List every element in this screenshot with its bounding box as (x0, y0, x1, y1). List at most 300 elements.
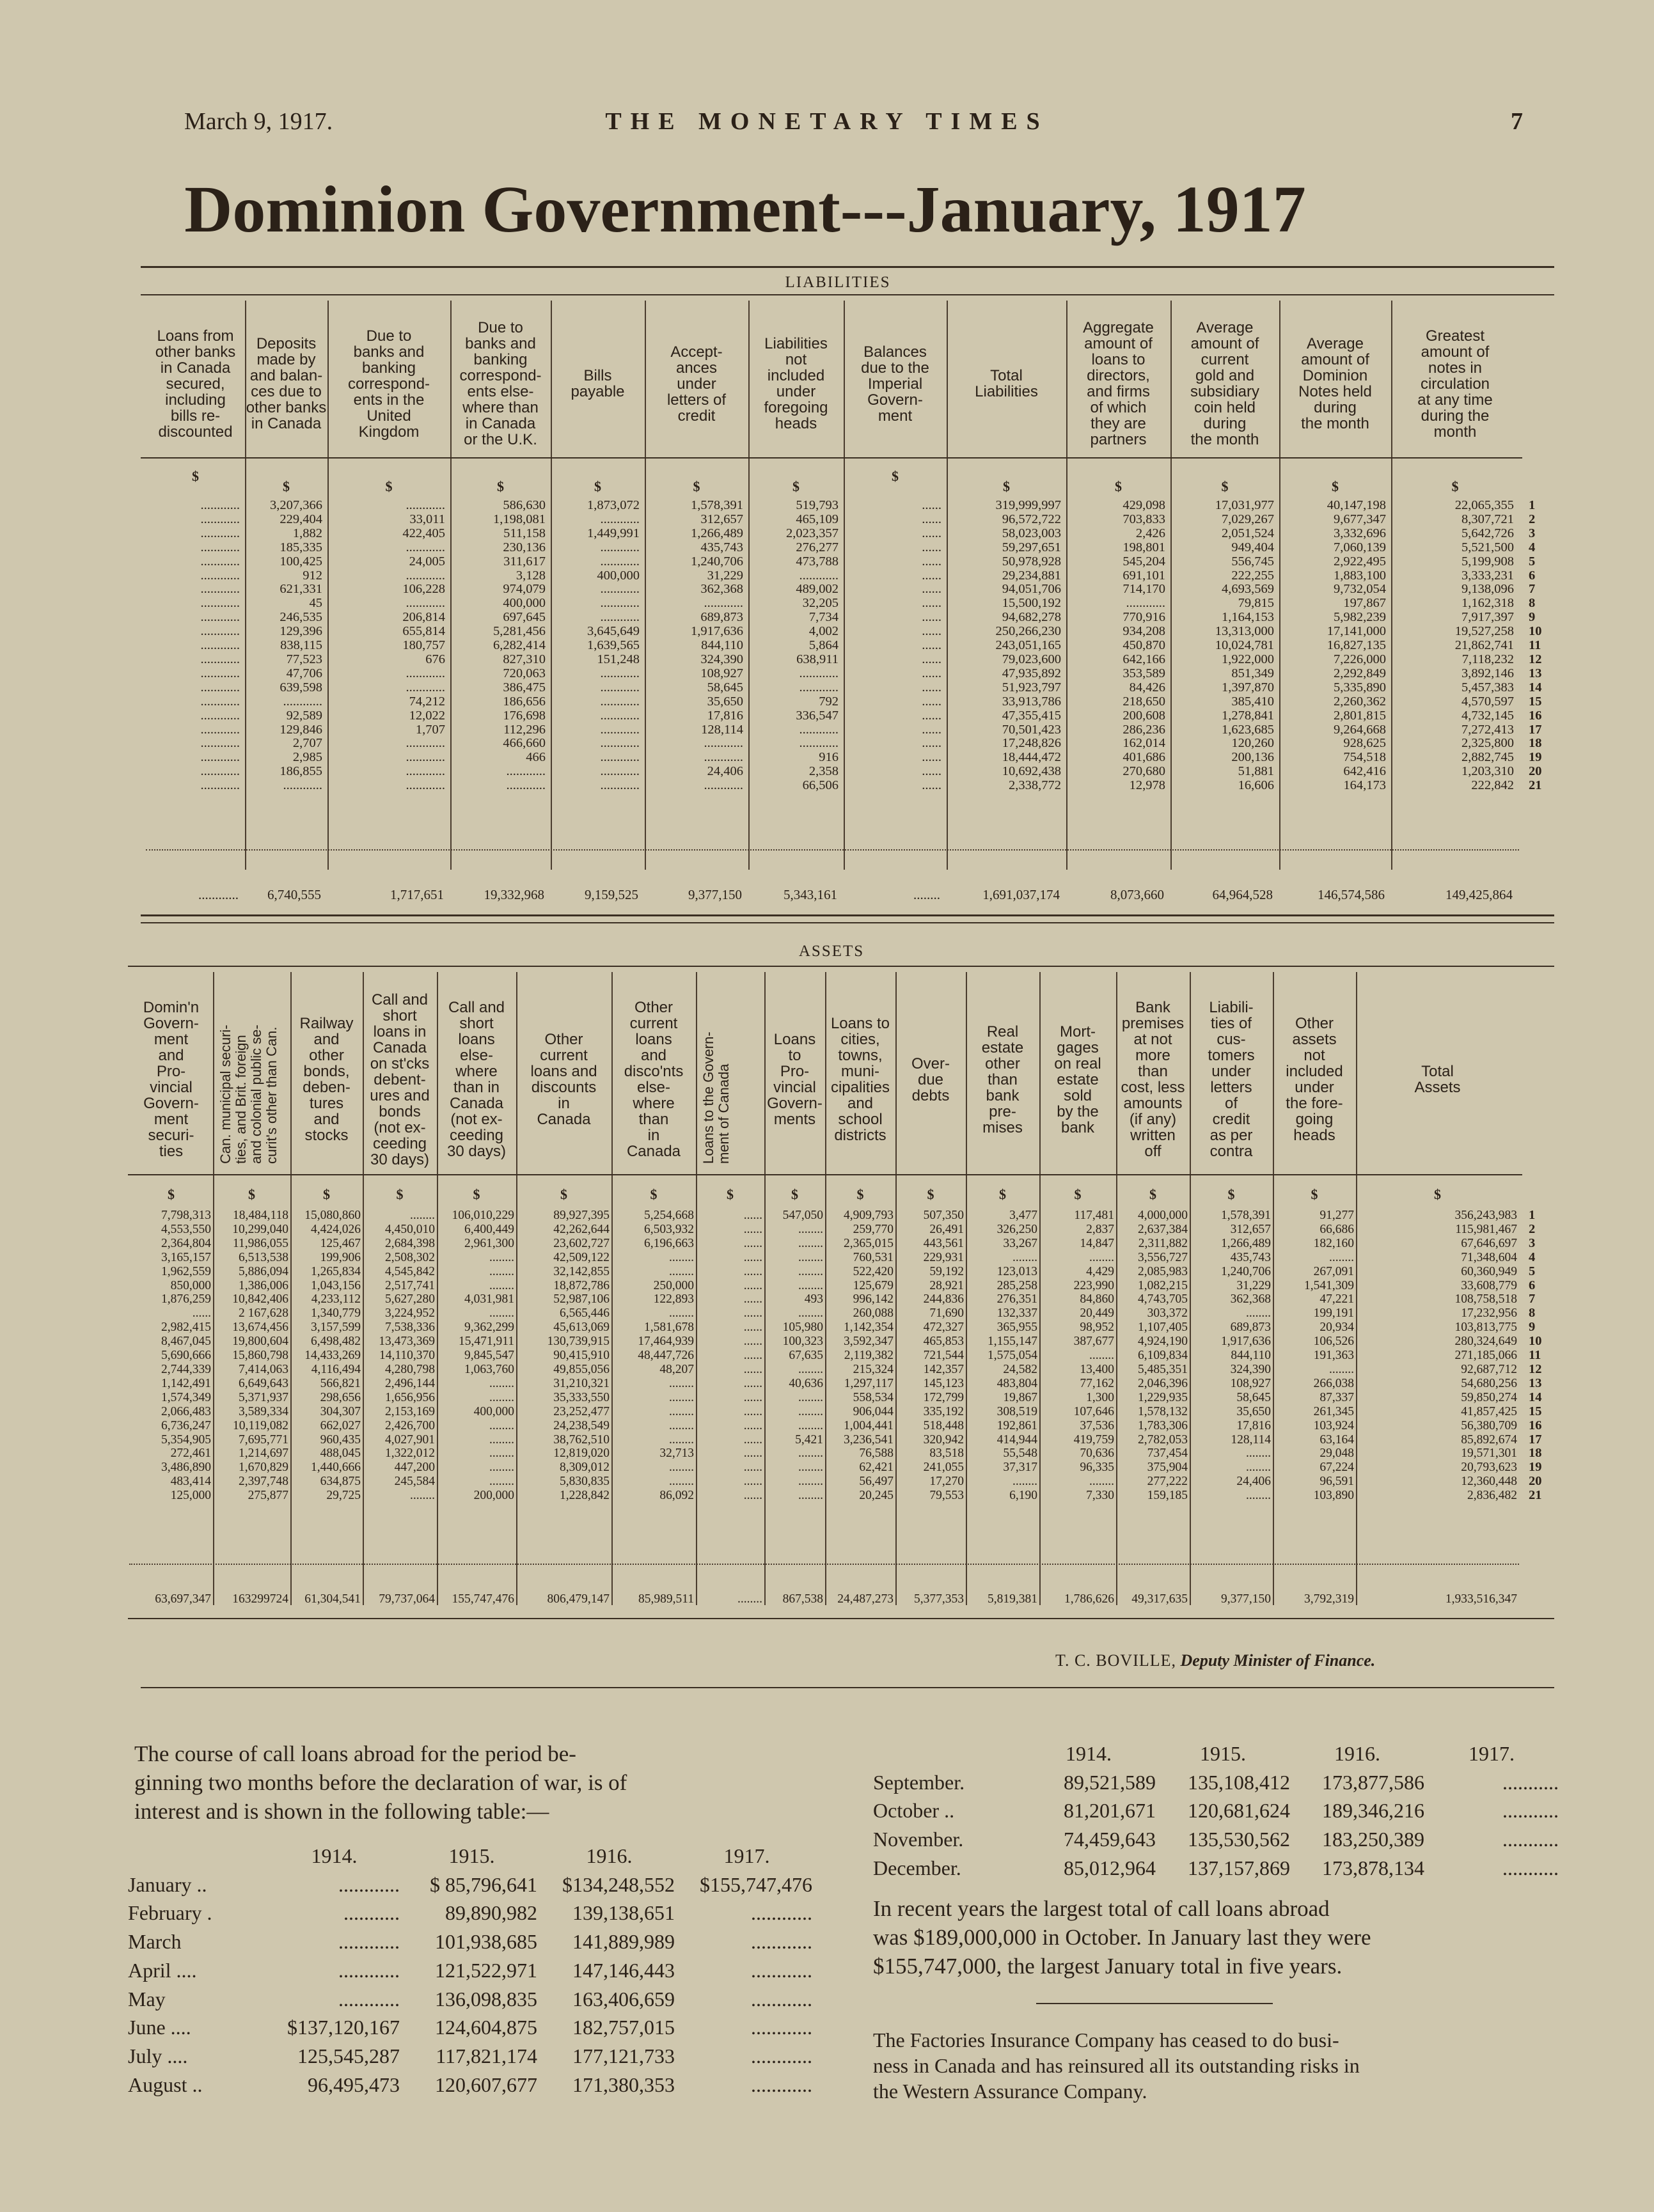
table-cell: ............ (506, 778, 546, 793)
table-cell: 94,682,278 (1002, 610, 1061, 625)
table-cell: 261,345 (1313, 1404, 1354, 1418)
month-label: August .. (128, 2073, 203, 2096)
column-header: Greatest amount of notes in circulation at any time during the month (1417, 327, 1493, 441)
data-column (1118, 1209, 1188, 1503)
table-cell: 103,813,775 (1454, 1321, 1517, 1335)
table-cell: 714,170 (1122, 582, 1165, 597)
table-cell: 4,424,026 (311, 1222, 361, 1236)
table-cell: 145,123 (923, 1376, 964, 1390)
table-cell: 400,000 (503, 596, 546, 611)
table-cell: 108,927 (1230, 1376, 1271, 1390)
table-cell: 10,299,040 (232, 1222, 288, 1236)
table-cell: 303,372 (1147, 1306, 1188, 1321)
table-cell: 141,889,989 (572, 1930, 675, 1954)
table-cell: ............ (751, 1987, 812, 2011)
table-cell: 720,063 (503, 666, 546, 680)
table-cell: 63,164 (1319, 1432, 1354, 1447)
table-cell: 90,415,910 (553, 1349, 610, 1363)
table-cell: 18,872,786 (553, 1278, 610, 1292)
column-header: Bank premises at not more than cost, less amounts (if any) written off (1121, 999, 1185, 1160)
table-cell: 7,226,000 (1334, 652, 1386, 666)
table-cell: 17,248,826 (1002, 736, 1061, 751)
data-column (698, 1209, 762, 1503)
table-cell: 3,592,347 (844, 1335, 894, 1349)
table-cell: 545,204 (1122, 554, 1165, 569)
table-cell: ........ (669, 1264, 694, 1278)
table-cell: 189,346,216 (1322, 1799, 1424, 1823)
table-cell: ........ (669, 1432, 694, 1447)
table-cell: 33,267 (1003, 1236, 1037, 1250)
table-cell: 92,589 (286, 708, 322, 723)
table-cell: 4,553,550 (161, 1222, 211, 1236)
table-cell: 47,355,415 (1002, 708, 1061, 723)
table-cell: ........ (1089, 1475, 1114, 1489)
table-cell: 466,660 (503, 736, 546, 751)
data-column (331, 499, 445, 793)
table-cell: ............ (600, 722, 640, 737)
table-cell: 312,657 (1230, 1222, 1271, 1236)
table-cell: 5,830,835 (560, 1475, 610, 1489)
table-cell: ............ (600, 764, 640, 779)
table-cell: 182,757,015 (572, 2016, 675, 2039)
dollar-sign: $ (192, 468, 199, 484)
table-cell: 246,535 (280, 610, 322, 625)
column-header: Average amount of Dominion Notes held during the month (1298, 335, 1372, 432)
table-cell: ...... (743, 1250, 762, 1264)
total-cell: ............ (198, 887, 239, 902)
table-cell: ............ (704, 778, 743, 793)
table-cell: 2,707 (292, 736, 322, 751)
table-row (128, 1871, 815, 1899)
table-cell: ...... (743, 1432, 762, 1447)
table-cell: 100,323 (782, 1335, 823, 1349)
total-separator (146, 849, 1519, 851)
table-cell: 489,002 (796, 582, 839, 597)
table-cell: 1,707 (415, 722, 445, 737)
row-number: 18 (1529, 1446, 1542, 1461)
table-cell: ............ (406, 540, 445, 554)
table-cell: ............ (600, 750, 640, 765)
table-cell: 689,873 (700, 610, 743, 625)
month-label: December. (873, 1856, 961, 1879)
table-cell: 40,636 (789, 1376, 823, 1390)
table-row (128, 1985, 815, 2014)
table-cell: 176,698 (503, 708, 546, 723)
table-cell: 56,380,709 (1461, 1418, 1517, 1432)
data-column (1395, 499, 1514, 793)
table-cell: 353,589 (1122, 666, 1165, 680)
table-cell: 3,556,727 (1138, 1250, 1188, 1264)
column-header: Real estate other than bank pre- mises (981, 1023, 1024, 1136)
table-cell: ............ (283, 778, 322, 793)
table-cell: 356,243,983 (1454, 1209, 1517, 1222)
table-cell: 375,904 (1147, 1461, 1188, 1475)
table-cell: 1,917,636 (1221, 1335, 1271, 1349)
table-cell: 1,214,697 (239, 1447, 288, 1461)
table-cell: 2,882,745 (1461, 750, 1514, 765)
table-cell: ............ (600, 610, 640, 625)
table-cell: 13,674,456 (232, 1321, 288, 1335)
table-cell: ............ (406, 666, 445, 680)
table-cell: ........... (1502, 1799, 1559, 1823)
row-number: 6 (1529, 568, 1536, 583)
table-cell: 17,270 (929, 1475, 964, 1489)
divider (141, 294, 1554, 295)
table-cell: ...... (922, 666, 941, 680)
row-number: 18 (1529, 736, 1542, 751)
table-cell: ...... (743, 1489, 762, 1503)
table-cell: 7,330 (1086, 1489, 1114, 1503)
table-cell: ........ (1246, 1447, 1271, 1461)
table-cell: ............ (799, 666, 839, 680)
table-cell: 108,927 (700, 666, 743, 680)
table-cell: ........ (798, 1236, 823, 1250)
table-cell: ........ (669, 1475, 694, 1489)
year-header: 1915. (1200, 1742, 1246, 1765)
table-row (128, 1956, 815, 1985)
table-cell: 222,842 (1471, 778, 1514, 793)
table-cell: 639,598 (280, 680, 322, 694)
column-header: Mort- gages on real estate sold by the bank (1054, 1023, 1101, 1136)
table-cell: 362,368 (700, 582, 743, 597)
table-cell: 89,927,395 (553, 1209, 610, 1222)
table-cell: 107,646 (1073, 1404, 1114, 1418)
table-cell: 4,909,793 (844, 1209, 894, 1222)
table-cell: 123,013 (996, 1264, 1037, 1278)
table-cell: 79,815 (1238, 596, 1274, 611)
table-cell: 518,448 (923, 1418, 964, 1432)
table-cell: 6,109,834 (1138, 1349, 1188, 1363)
table-cell: 1,266,489 (691, 526, 743, 540)
data-column (1192, 1209, 1271, 1503)
table-cell: 83,518 (929, 1447, 964, 1461)
table-cell: 4,233,112 (311, 1292, 361, 1306)
table-cell: 3,128 (516, 568, 546, 583)
total-cell: 5,819,381 (988, 1592, 1037, 1606)
data-column (847, 499, 941, 793)
table-cell: 285,258 (996, 1278, 1037, 1292)
table-cell: 851,349 (1231, 666, 1274, 680)
table-cell: 414,944 (996, 1432, 1037, 1447)
table-cell: 1,297,117 (844, 1376, 894, 1390)
table-cell: ............ (406, 680, 445, 694)
row-number: 2 (1529, 512, 1536, 526)
table-cell: ............ (283, 694, 322, 709)
table-cell: 12,022 (409, 708, 445, 723)
table-row (128, 2042, 815, 2071)
table-cell: 4,429 (1086, 1264, 1114, 1278)
table-cell: 1,578,132 (1138, 1404, 1188, 1418)
signature-name: T. C. BOVILLE, (1055, 1651, 1176, 1670)
table-cell: 2,153,169 (385, 1404, 435, 1418)
table-cell: ...... (922, 582, 941, 597)
table-cell: 5,642,726 (1461, 526, 1514, 540)
table-cell: 38,762,510 (553, 1432, 610, 1447)
table-cell: 132,337 (996, 1306, 1037, 1321)
table-cell: 40,147,198 (1327, 498, 1386, 512)
table-cell: 1,449,991 (587, 526, 640, 540)
row-number: 4 (1529, 540, 1536, 554)
table-cell: 1,142,491 (161, 1376, 211, 1390)
total-cell: 9,377,150 (1221, 1592, 1271, 1606)
table-cell: 7,414,063 (239, 1362, 288, 1376)
table-cell: 24,406 (1236, 1475, 1271, 1489)
data-column (766, 1209, 823, 1503)
column-rule (696, 972, 697, 1605)
table-cell: 15,471,911 (458, 1335, 514, 1349)
table-cell: ............ (751, 2044, 812, 2067)
table-cell: 2,364,804 (161, 1236, 211, 1250)
table-cell: 276,351 (996, 1292, 1037, 1306)
data-column (752, 499, 839, 793)
table-cell: ...... (922, 652, 941, 666)
table-cell: 2,801,815 (1334, 708, 1386, 723)
table-cell: ...... (922, 554, 941, 569)
table-cell: 906,044 (853, 1404, 894, 1418)
table-cell: ........ (1329, 1362, 1354, 1376)
column-header: Railway and other bonds, deben- tures and stocks (299, 1015, 354, 1144)
table-cell: 1,574,349 (161, 1390, 211, 1404)
table-cell: 17,816 (1236, 1418, 1271, 1432)
table-cell: 4,743,705 (1138, 1292, 1188, 1306)
table-cell: ........ (669, 1404, 694, 1418)
table-cell: ............ (600, 778, 640, 793)
table-cell: 385,410 (1231, 694, 1274, 709)
table-cell: 324,390 (700, 652, 743, 666)
table-cell: 32,205 (802, 596, 839, 611)
table-cell: 222,255 (1231, 568, 1274, 583)
table-cell: 5,281,456 (493, 624, 546, 639)
table-cell: 120,681,624 (1188, 1799, 1290, 1823)
table-cell: ...... (743, 1447, 762, 1461)
row-number: 1 (1529, 498, 1536, 512)
table-cell: 108,758,518 (1454, 1292, 1517, 1306)
table-cell: 4,116,494 (311, 1362, 361, 1376)
table-cell: 483,414 (170, 1475, 211, 1489)
total-cell: 79,737,064 (379, 1592, 435, 1606)
table-cell: 74,459,643 (1064, 1828, 1156, 1851)
column-header: Domin'n Govern- ment and Pro- vincial Govern- ment securi- ties (143, 999, 200, 1160)
table-cell: 31,210,321 (553, 1376, 610, 1390)
table-cell: 199,906 (320, 1250, 361, 1264)
table-cell: 9,677,347 (1334, 512, 1386, 526)
table-cell: 511,158 (503, 526, 546, 540)
row-number: 19 (1529, 750, 1542, 765)
table-cell: 125,000 (170, 1489, 211, 1503)
table-cell: 135,530,562 (1188, 1828, 1290, 1851)
table-cell: 2,922,495 (1334, 554, 1386, 569)
table-cell: 691,101 (1122, 568, 1165, 583)
table-cell: 180,757 (402, 638, 445, 653)
table-cell: 1,164,153 (1222, 610, 1274, 625)
table-cell: 676 (425, 652, 445, 666)
table-cell: 250,000 (653, 1278, 694, 1292)
table-cell: 6,282,414 (493, 638, 546, 653)
table-cell: 70,501,423 (1002, 722, 1061, 737)
table-cell: 142,357 (923, 1362, 964, 1376)
table-cell: 311,617 (503, 554, 546, 569)
table-cell: $155,747,476 (700, 1872, 812, 1896)
table-cell: ............ (600, 680, 640, 694)
table-cell: 35,650 (1236, 1404, 1271, 1418)
month-label: June .... (128, 2016, 191, 2039)
table-cell: ............ (200, 610, 240, 625)
table-cell: ............ (200, 624, 240, 639)
table-cell: 84,426 (1129, 680, 1165, 694)
dollar-sign: $ (1115, 478, 1122, 494)
row-number: 6 (1529, 1278, 1536, 1292)
table-cell: ............ (200, 764, 240, 779)
divider (141, 922, 1554, 923)
table-cell: 3,589,334 (239, 1404, 288, 1418)
table-cell: 308,519 (996, 1404, 1037, 1418)
row-number: 3 (1529, 1235, 1536, 1250)
table-cell: 58,645 (707, 680, 743, 694)
table-cell: ...... (922, 778, 941, 793)
row-number: 14 (1529, 1390, 1542, 1404)
data-column (1283, 499, 1386, 793)
table-cell: 2,051,524 (1222, 526, 1274, 540)
table-cell: 6,736,247 (161, 1418, 211, 1432)
table-cell: 13,473,369 (379, 1335, 435, 1349)
table-cell: ...... (743, 1349, 762, 1363)
dollar-sign: $ (594, 478, 601, 494)
data-column (950, 499, 1061, 793)
total-cell: ........ (737, 1592, 762, 1606)
table-cell: 96,572,722 (1002, 512, 1061, 526)
table-cell: 1,155,147 (988, 1335, 1037, 1349)
table-cell: 270,680 (1122, 764, 1165, 779)
data-column (827, 1209, 894, 1503)
table-cell: 4,924,190 (1138, 1335, 1188, 1349)
total-cell: 85,989,511 (638, 1592, 694, 1606)
table-cell: 106,526 (1313, 1335, 1354, 1349)
table-cell: 326,250 (996, 1222, 1037, 1236)
column-header: Due to banks and banking correspond- ents in the United Kingdom (347, 327, 430, 441)
table-cell: ........ (489, 1432, 514, 1447)
table-cell: 298,656 (320, 1390, 361, 1404)
table-cell: 703,833 (1122, 512, 1165, 526)
column-header: Balances due to the Imperial Govern- ment (861, 343, 929, 425)
table-cell: 49,855,056 (553, 1362, 610, 1376)
table-cell: 621,331 (280, 582, 322, 597)
row-number: 15 (1529, 694, 1542, 709)
row-number: 21 (1529, 1488, 1542, 1503)
table-cell: 3,207,366 (270, 498, 322, 512)
row-number: 12 (1529, 652, 1542, 666)
table-cell: 266,038 (1313, 1376, 1354, 1390)
table-cell: 324,390 (1230, 1362, 1271, 1376)
row-number: 12 (1529, 1361, 1542, 1376)
column-header: Other assets not included under the fore- going heads (1286, 1015, 1343, 1144)
table-cell: 844,110 (1231, 1349, 1271, 1363)
table-cell: 2,637,384 (1138, 1222, 1188, 1236)
table-cell: ............ (751, 2073, 812, 2096)
table-cell: 443,561 (923, 1236, 964, 1250)
table-cell: 1,397,870 (1222, 680, 1274, 694)
column-header: Liabilities not included under foregoing heads (764, 335, 828, 432)
table-cell: 419,759 (1073, 1432, 1114, 1447)
table-cell: 1,882 (292, 526, 322, 540)
table-cell: ...... (743, 1321, 762, 1335)
table-cell: 37,536 (1080, 1418, 1114, 1432)
table-cell: 120,260 (1231, 736, 1274, 751)
table-cell: 2,508,302 (385, 1250, 435, 1264)
table-cell: ............ (200, 778, 240, 793)
table-cell: 277,222 (1147, 1475, 1188, 1489)
table-cell: 200,136 (1231, 750, 1274, 765)
table-cell: 76,588 (859, 1447, 894, 1461)
table-cell: 58,023,003 (1002, 526, 1061, 540)
table-cell: ........ (798, 1222, 823, 1236)
table-cell: ...... (743, 1335, 762, 1349)
dollar-sign: $ (999, 1186, 1006, 1202)
table-cell: 319,999,997 (995, 498, 1061, 512)
table-cell: 6,498,482 (311, 1335, 361, 1349)
table-cell: 4,027,901 (385, 1432, 435, 1447)
table-cell: 117,821,174 (436, 2044, 537, 2067)
table-cell: 1,670,829 (239, 1461, 288, 1475)
year-header: 1917. (1469, 1742, 1515, 1765)
table-cell: ...... (922, 736, 941, 751)
table-cell: 2,066,483 (161, 1404, 211, 1418)
column-header: Can. municipal securi- ties, and Brit. foreign and colonial public se- curit's other than Can. (217, 1024, 280, 1164)
table-cell: 164,173 (1343, 778, 1386, 793)
dollar-sign: $ (1221, 478, 1229, 494)
table-cell: 429,098 (1122, 498, 1165, 512)
table-cell: 20,449 (1080, 1306, 1114, 1321)
table-cell: 5,371,937 (239, 1390, 288, 1404)
table-cell: 3,236,541 (844, 1432, 894, 1447)
column-header: Loans from other banks in Canada secured, including bills re- discounted (155, 327, 236, 441)
table-cell: 1,783,306 (1138, 1418, 1188, 1432)
table-cell: ........ (798, 1447, 823, 1461)
table-cell: 17,141,000 (1327, 624, 1386, 639)
table-cell: 37,317 (1003, 1461, 1037, 1475)
divider (141, 266, 1554, 268)
table-cell: 275,877 (248, 1489, 288, 1503)
table-cell: 271,185,066 (1454, 1349, 1517, 1363)
column-rule (213, 972, 214, 1605)
table-cell: 151,248 (597, 652, 640, 666)
table-cell: 435,743 (700, 540, 743, 554)
table-cell: ............ (200, 554, 240, 569)
table-cell: ............ (338, 1930, 400, 1954)
table-cell: 1,082,215 (1138, 1278, 1188, 1292)
table-row (128, 2013, 815, 2042)
table-cell: 1,873,072 (587, 498, 640, 512)
table-cell: ...... (922, 694, 941, 709)
table-cell: 4,002 (808, 624, 839, 639)
table-cell: 185,335 (280, 540, 322, 554)
signature-title: Deputy Minister of Finance. (1180, 1651, 1376, 1670)
total-cell: ........ (913, 887, 940, 902)
table-cell: 1,581,678 (644, 1321, 694, 1335)
table-cell: 70,636 (1080, 1447, 1114, 1461)
table-cell: 912 (303, 568, 322, 583)
total-cell: 806,479,147 (547, 1592, 610, 1606)
divider (141, 914, 1554, 916)
table-cell: 19,800,604 (232, 1335, 288, 1349)
table-cell: 7,798,313 (161, 1209, 211, 1222)
table-cell: 8,307,721 (1461, 512, 1514, 526)
table-cell: 173,878,134 (1322, 1856, 1424, 1879)
table-cell: $134,248,552 (562, 1872, 675, 1896)
year-header: 1916. (1334, 1742, 1380, 1765)
table-cell: 96,591 (1319, 1475, 1354, 1489)
column-header: Total Liabilities (975, 367, 1038, 400)
table-cell: ............ (506, 764, 546, 779)
